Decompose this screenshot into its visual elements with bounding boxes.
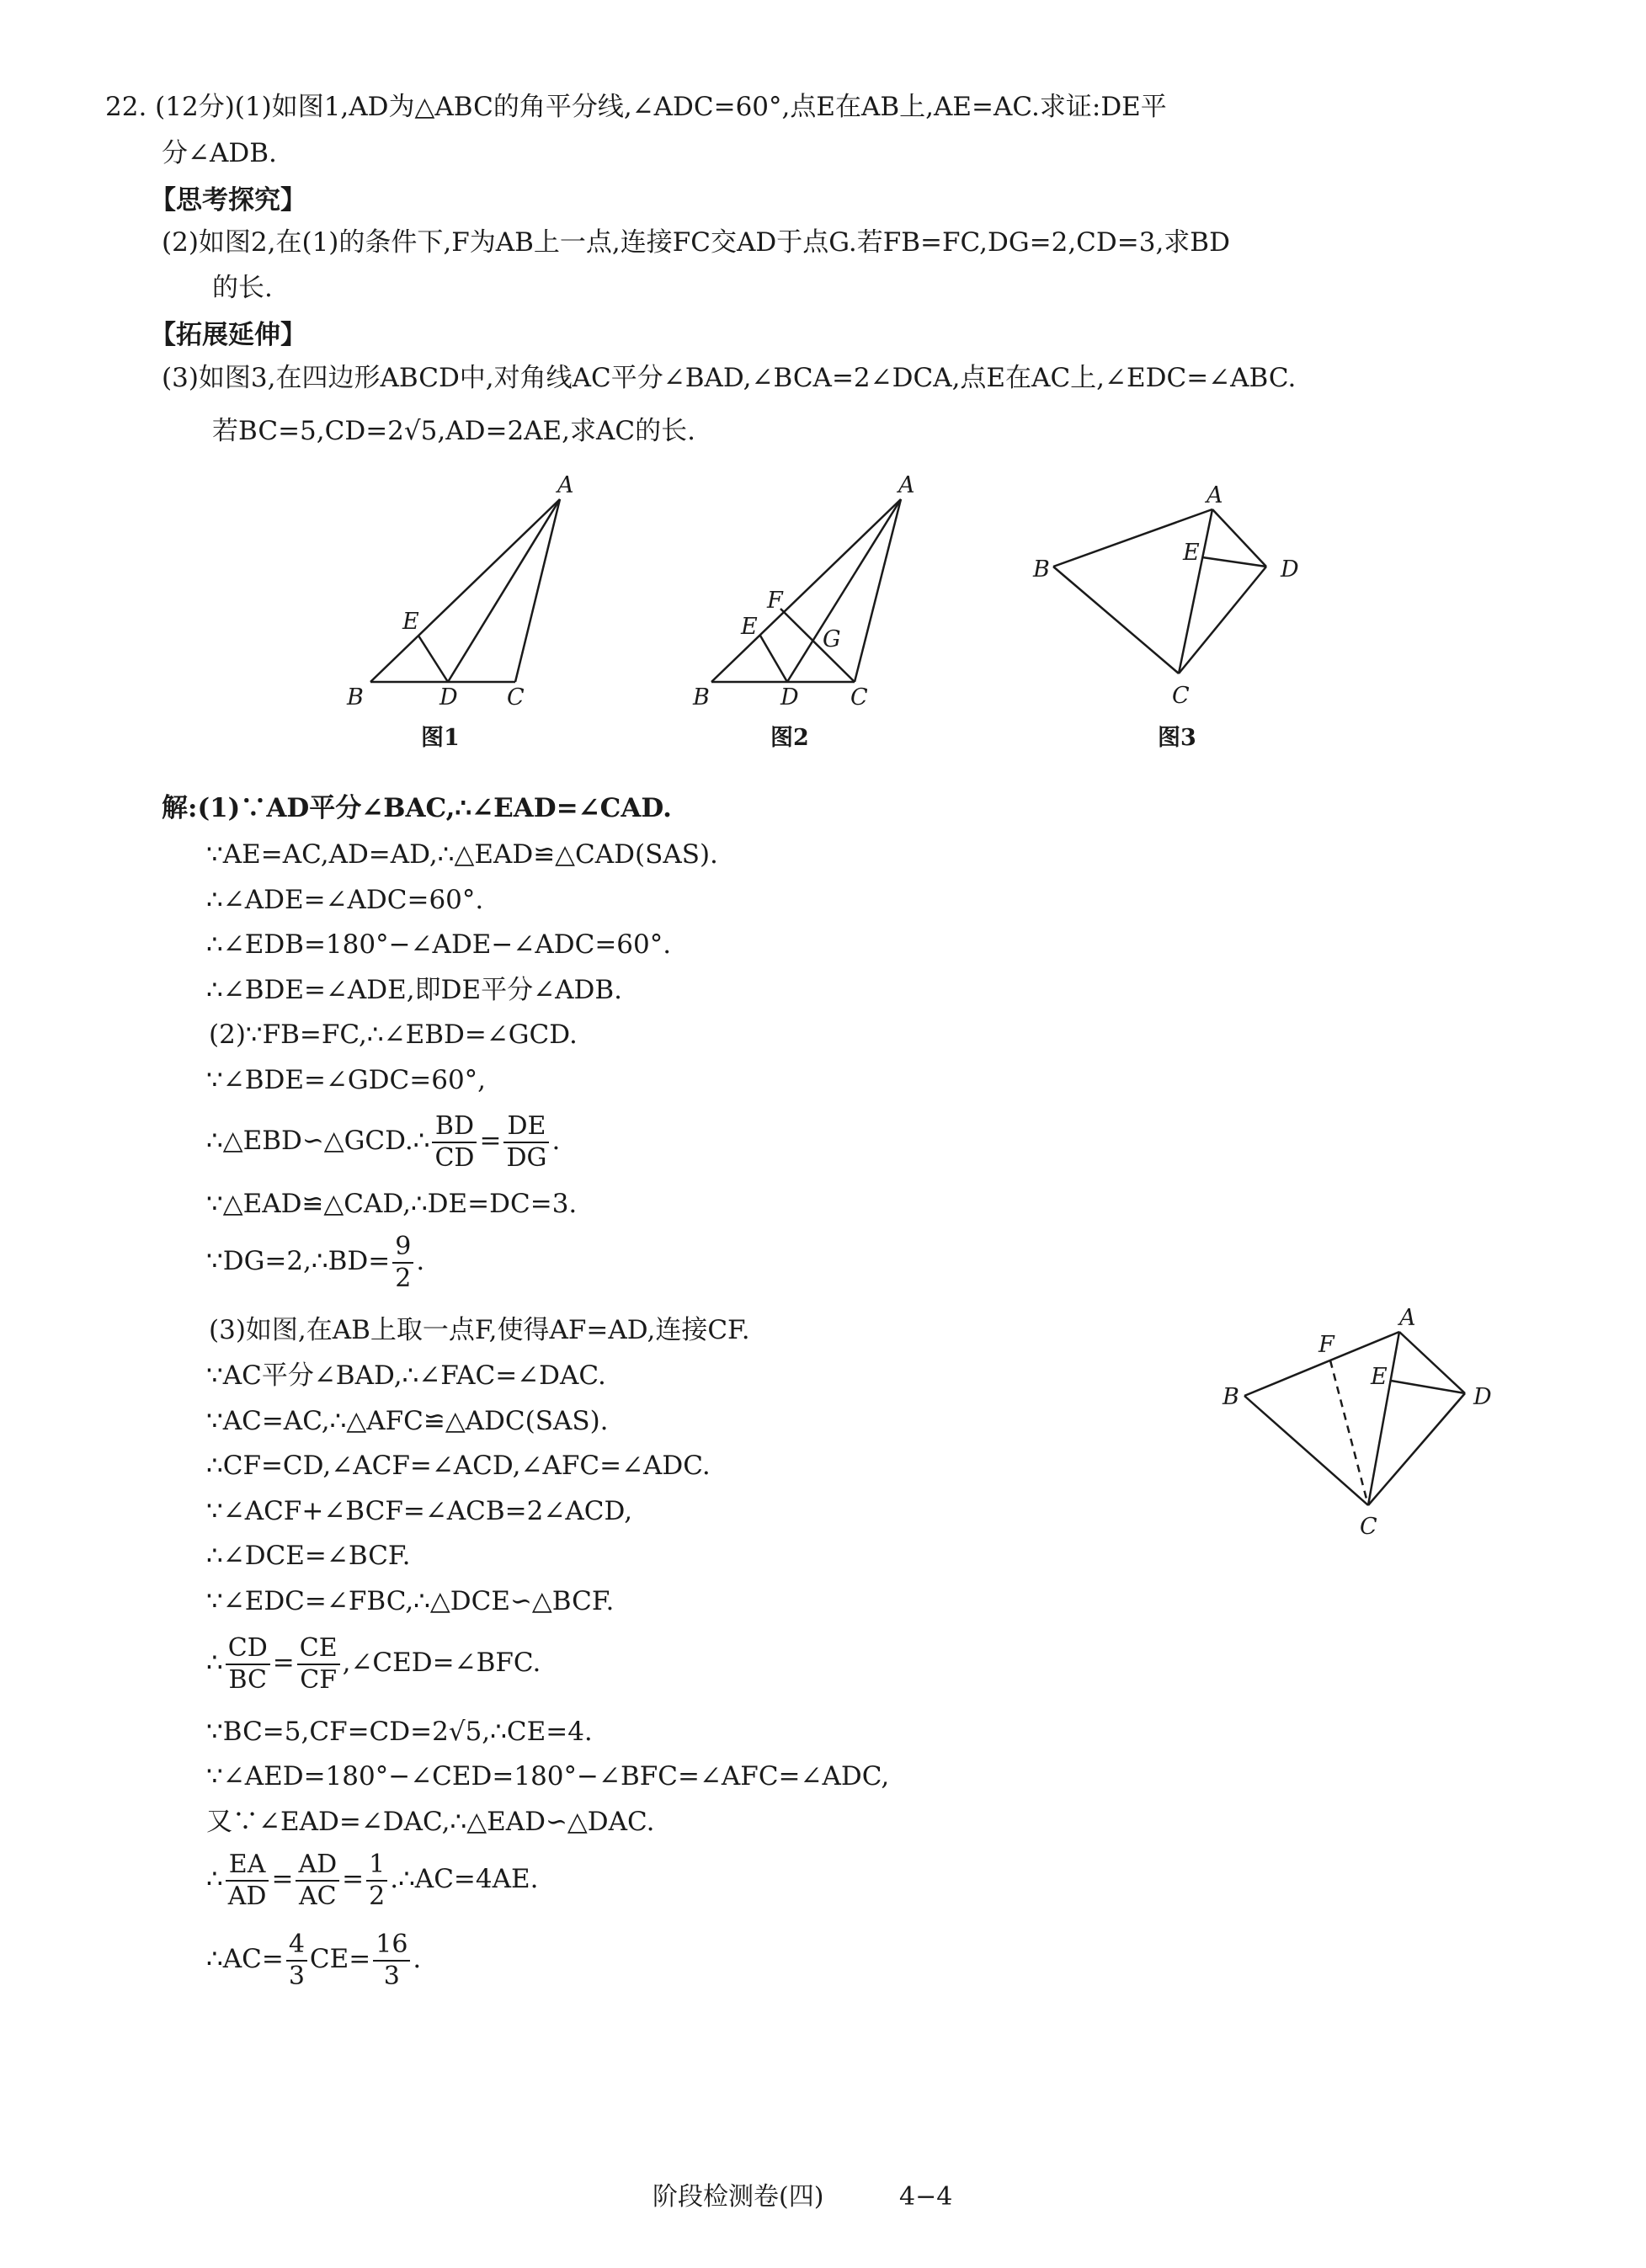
sentence-end: ,∠CED=∠BFC. [342, 1648, 541, 1678]
fig4-label-a: A [1399, 1305, 1416, 1331]
fig4-label-e: E [1371, 1364, 1388, 1390]
fraction-numerator: CD [226, 1633, 270, 1665]
fraction-numerator: EA [226, 1850, 269, 1882]
fig3-label-b: B [1033, 556, 1050, 583]
fig2-label-d: D [780, 684, 799, 711]
fraction-16-3 [373, 1930, 410, 1992]
fig2-label-a: A [898, 472, 915, 498]
fraction-denominator: BC [228, 1664, 268, 1695]
fig4-label-c: C [1360, 1514, 1377, 1540]
fig1-label-e: E [402, 609, 419, 635]
solution-line-11: (3)如图,在AB上取一点F,使得AF=AD,连接CF. [209, 1315, 750, 1345]
solution-line-3: ∴∠ADE=∠ADC=60°. [206, 885, 484, 915]
figure-1 [337, 467, 589, 753]
fraction-cd-bc [226, 1633, 270, 1696]
solution-line-15: ∵∠ACF+∠BCF=∠ACB=2∠ACD, [206, 1496, 633, 1526]
fig3-label-e: E [1183, 540, 1200, 566]
solution-line-12: ∵AC平分∠BAD,∴∠FAC=∠DAC. [206, 1360, 606, 1391]
fraction-numerator: 1 [366, 1850, 387, 1882]
solution-line-2: ∵AE=AC,AD=AD,∴△EAD≌△CAD(SAS). [206, 839, 718, 870]
solution-line-18 [206, 1629, 541, 1696]
fig1-label-c: C [507, 684, 525, 711]
solution-line-10 [206, 1227, 424, 1295]
problem-line-1: 22. (12分)(1)如图1,AD为△ABC的角平分线,∠ADC=60°,点E在AB上,AE=AC.求证:DE平 [105, 92, 1167, 122]
solution-line-5: ∴∠BDE=∠ADE,即DE平分∠ADB. [206, 975, 622, 1005]
fig3-segment-ac [1179, 509, 1212, 673]
fig4-segment-cf-dashed [1330, 1360, 1368, 1505]
fraction-denominator: 2 [369, 1881, 386, 1911]
fig3-segment-bc [1053, 567, 1179, 673]
problem-line-2: 分∠ADB. [162, 138, 277, 168]
sentence-end: . [413, 1944, 422, 1974]
fraction-9-2 [392, 1232, 413, 1294]
fig3-segment-ad [1212, 509, 1266, 567]
fig3-label-d: D [1281, 556, 1299, 583]
figure-4-solution [1212, 1296, 1515, 1541]
fraction-numerator: DE [503, 1111, 549, 1143]
fig1-segment-de [418, 636, 448, 682]
solution-line-9: ∵△EAD≌△CAD,∴DE=DC=3. [206, 1189, 578, 1219]
fraction-denominator: 2 [395, 1263, 412, 1293]
fraction-denominator: 3 [383, 1961, 400, 1991]
fig1-label-d: D [439, 684, 458, 711]
solution-line-23-text: ∴AC= [206, 1944, 284, 1974]
fig4-label-b: B [1223, 1384, 1239, 1410]
footer-page-number: 4−4 [899, 2182, 953, 2212]
footer-title: 阶段检测卷(四) [653, 2182, 824, 2212]
fig3-caption: 图3 [1158, 725, 1196, 751]
fig1-caption: 图1 [421, 725, 460, 751]
fraction-4-3 [286, 1930, 307, 1992]
fig2-segment-fc [780, 609, 855, 682]
solution-line-13: ∵AC=AC,∴△AFC≌△ADC(SAS). [206, 1406, 609, 1436]
fraction-denominator: AC [298, 1881, 337, 1911]
fraction-denominator: CF [300, 1664, 338, 1695]
fig2-label-f: F [767, 588, 783, 614]
fraction-numerator: 9 [392, 1232, 413, 1264]
fraction-ad-ac [296, 1850, 339, 1912]
solution-line-19: ∵BC=5,CF=CD=2√5,∴CE=4. [206, 1717, 593, 1747]
fig2-segment-ac [855, 499, 901, 682]
fig2-segment-ab [711, 499, 901, 682]
fig4-segment-ac [1368, 1332, 1399, 1505]
fraction-de-dg [503, 1111, 549, 1174]
fig1-label-b: B [347, 684, 364, 711]
fig3-label-c: C [1172, 683, 1190, 709]
solution-line-21: 又∵∠EAD=∠DAC,∴△EAD∽△DAC. [206, 1807, 655, 1837]
problem-line-6: 若BC=5,CD=2√5,AD=2AE,求AC的长. [212, 416, 695, 446]
fig2-label-b: B [693, 684, 710, 711]
solution-line-22-text: ∴ [206, 1864, 223, 1894]
solution-line-22 [206, 1845, 539, 1913]
fig1-segment-ac [515, 499, 560, 682]
solution-line-20: ∵∠AED=180°−∠CED=180°−∠BFC=∠AFC=∠ADC, [206, 1761, 890, 1792]
fraction-ce-cf [297, 1633, 340, 1696]
fig4-label-d: D [1473, 1384, 1492, 1410]
equals-sign: = [272, 1648, 295, 1678]
solution-line-6: (2)∵FB=FC,∴∠EBD=∠GCD. [209, 1020, 578, 1050]
section-heading-extend: 【拓展延伸】 [150, 320, 306, 350]
fig1-label-a: A [557, 472, 574, 498]
equals-sign: = [271, 1864, 294, 1894]
solution-line-23-mid: CE= [309, 1944, 371, 1974]
fraction-numerator: CE [297, 1633, 340, 1665]
solution-line-17: ∵∠EDC=∠FBC,∴△DCE∽△BCF. [206, 1586, 615, 1616]
fig2-segment-de [760, 636, 787, 682]
figure-3 [1023, 467, 1326, 753]
solution-line-14: ∴CF=CD,∠ACF=∠ACD,∠AFC=∠ADC. [206, 1451, 711, 1481]
fraction-denominator: CD [434, 1142, 475, 1173]
solution-line-4: ∴∠EDB=180°−∠ADE−∠ADC=60°. [206, 929, 672, 960]
fraction-numerator: 16 [373, 1930, 410, 1962]
fraction-numerator: 4 [286, 1930, 307, 1962]
sentence-end: .∴AC=4AE. [390, 1864, 539, 1894]
solution-line-7: ∵∠BDE=∠GDC=60°, [206, 1065, 487, 1095]
solution-line-1: 解:(1)∵AD平分∠BAC,∴∠EAD=∠CAD. [162, 793, 672, 823]
solution-line-8 [206, 1107, 560, 1174]
solution-line-8-text: ∴△EBD∽△GCD.∴ [206, 1126, 430, 1156]
fig2-label-c: C [850, 684, 868, 711]
fig4-segment-dc [1368, 1393, 1465, 1505]
fraction-ea-ad [226, 1850, 269, 1912]
fraction-numerator: AD [296, 1850, 339, 1882]
fig2-label-e: E [741, 614, 758, 640]
problem-line-3: (2)如图2,在(1)的条件下,F为AB上一点,连接FC交AD于点G.若FB=FC,DG=2,CD=3,求BD [162, 227, 1230, 258]
fig3-segment-ed [1202, 557, 1266, 567]
equals-sign: = [342, 1864, 365, 1894]
sentence-end: . [551, 1126, 561, 1156]
fig2-caption: 图2 [770, 725, 809, 751]
fig2-label-g: G [823, 626, 841, 652]
equals-sign: = [479, 1126, 502, 1156]
solution-line-10-text: ∵DG=2,∴BD= [206, 1246, 391, 1276]
fig3-segment-dc [1179, 567, 1266, 673]
fraction-denominator: 3 [288, 1961, 305, 1991]
fraction-denominator: DG [506, 1142, 547, 1173]
fraction-bd-cd [432, 1111, 477, 1174]
fig4-label-f: F [1318, 1332, 1334, 1358]
fig3-label-a: A [1207, 482, 1223, 508]
fig4-segment-bc [1244, 1396, 1368, 1505]
problem-line-4: 的长. [212, 273, 273, 303]
fraction-denominator: AD [227, 1881, 267, 1911]
figure-2 [686, 467, 939, 753]
fraction-numerator: BD [432, 1111, 477, 1143]
sentence-end: . [416, 1246, 425, 1276]
solution-line-18-text: ∴ [206, 1648, 223, 1678]
problem-line-5: (3)如图3,在四边形ABCD中,对角线AC平分∠BAD,∠BCA=2∠DCA,点E在AC上,∠EDC=∠ABC. [162, 363, 1297, 393]
fig2-segment-ad [787, 499, 901, 682]
solution-line-23 [206, 1925, 421, 1993]
section-heading-explore: 【思考探究】 [150, 185, 306, 216]
fraction-1-2 [366, 1850, 387, 1912]
solution-line-16: ∴∠DCE=∠BCF. [206, 1541, 411, 1571]
